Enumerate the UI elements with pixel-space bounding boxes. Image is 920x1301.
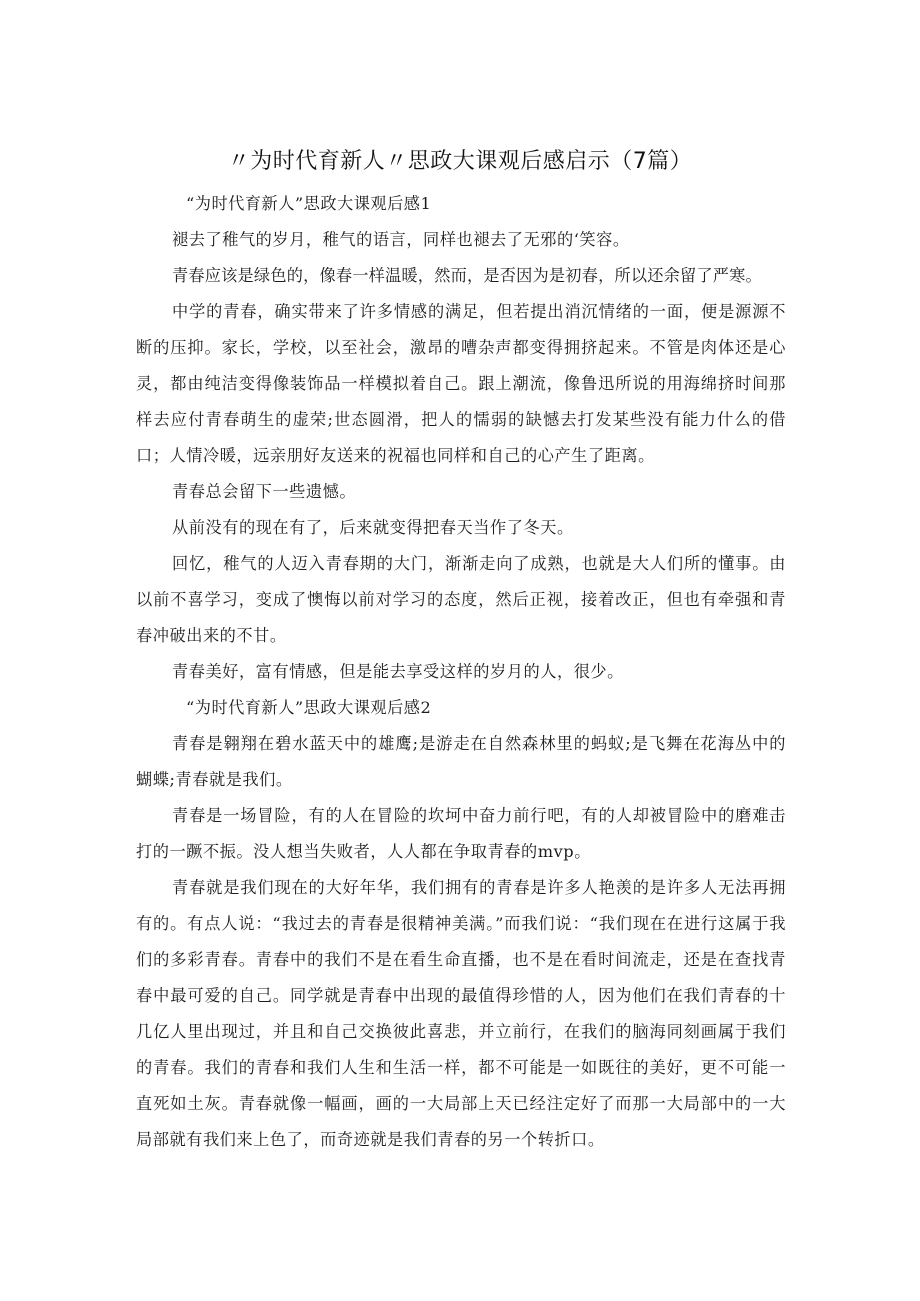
section-heading-1: “为时代育新人”思政大课观后感1	[186, 194, 432, 213]
paragraph: 青春美好，富有情感，但是能去享受这样的岁月的人，很少。	[172, 662, 624, 681]
section-heading-2: “为时代育新人”思政大课观后感2	[186, 698, 432, 717]
paragraph: 青春应该是绿色的，像春一样温暖，然而，是否因为是初春，所以还余留了严寒。	[172, 266, 762, 285]
paragraph: 从前没有的现在有了，后来就变得把春天当作了冬天。	[172, 518, 574, 537]
document-title: 〃为时代育新人〃思政大课观后感启示（7篇）	[227, 149, 693, 174]
paragraph: 青春是翱翔在碧水蓝天中的雄鹰;是游走在自然森林里的蚂蚁;是飞舞在花海丛中的蝴蝶;青春就是我们。	[136, 734, 786, 789]
document-body	[136, 186, 786, 1158]
paragraph: 青春就是我们现在的大好年华，我们拥有的青春是许多人艳羡的是许多人无法再拥有的。有点人说：“我过去的青春是很精神美满。”而我们说：“我们现在在进行这属于我们的多彩青春。青春中的我们不是在看生命直播，也不是在看时间流走，还是在查找青春中最可爱的自己。同学就是青春中出现的最值得珍惜的人，因为他们在我们青春的十几亿人里出现过，并且和自己交换彼此喜悲，并立前行，在我们的脑海同刻画属于我们的青春。我们的青春和我们人生和生活一样，都不可能是一如既往的美好，更不可能一直死如土灰。青春就像一幅画，画的一大局部上天已经注定好了而那一大局部中的一大局部就有我们来上色了，而奇迹就是我们青春的另一个转折口。	[136, 878, 786, 1149]
paragraph: 褪去了稚气的岁月，稚气的语言，同样也褪去了无邪的‘笑容。	[172, 230, 630, 249]
paragraph: 中学的青春，确实带来了许多情感的满足，但若提出消沉情绪的一面，便是源源不断的压抑。家长，学校，以至社会，激昂的嘈杂声都变得拥挤起来。不管是肉体还是心灵，都由纯洁变得像装饰品一样模拟着自己。跟上潮流，像鲁迅所说的用海绵挤时间那样去应付青春萌生的虚荣;世态圆滑，把人的懦弱的缺憾去打发某些没有能力什么的借口；人情冷暖，远亲朋好友送来的祝福也同样和自己的心产生了距离。	[136, 302, 786, 465]
paragraph: 青春总会留下一些遗憾。	[172, 482, 357, 501]
paragraph: 回忆，稚气的人迈入青春期的大门，渐渐走向了成熟，也就是大人们所的懂事。由以前不喜学习，变成了懊悔以前对学习的态度，然后正视，接着改正，但也有牵强和青春冲破出来的不甘。	[136, 554, 786, 645]
paragraph: 青春是一场冒险，有的人在冒险的坎坷中奋力前行吧，有的人却被冒险中的磨难击打的一蹶不振。没人想当失败者，人人都在争取青春的mvp。	[136, 806, 786, 861]
